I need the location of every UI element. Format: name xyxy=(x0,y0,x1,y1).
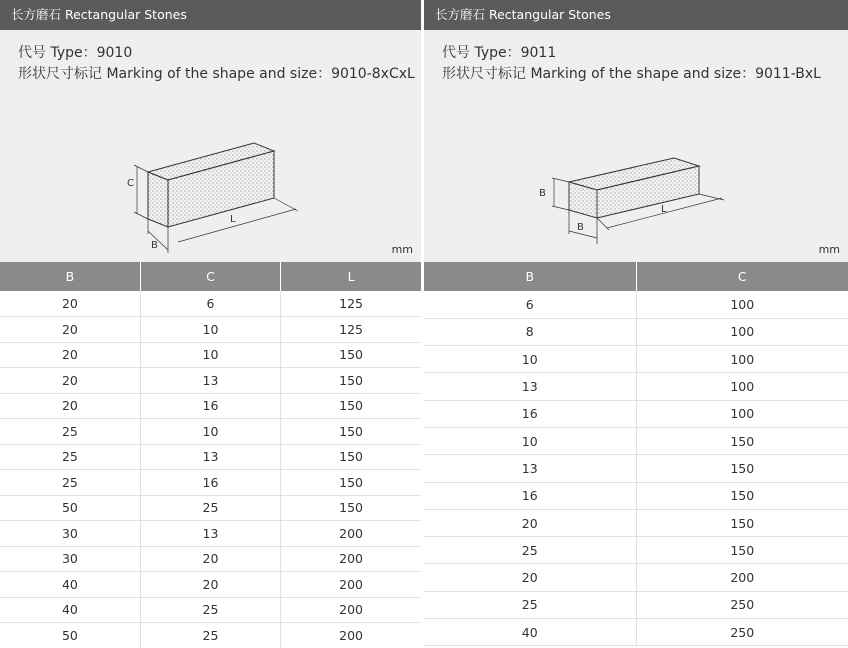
table-row xyxy=(0,317,421,343)
column-header-c: C xyxy=(636,262,848,291)
table-row xyxy=(0,470,421,496)
cell-l: 150 xyxy=(281,393,421,419)
cell-c: 10 xyxy=(140,342,280,368)
cell-b: 13 xyxy=(424,373,636,400)
cell-b: 13 xyxy=(424,455,636,482)
cell-l: 150 xyxy=(281,444,421,470)
dimension-label-b-side: B xyxy=(539,188,546,199)
table-row xyxy=(424,427,848,454)
cell-l: 150 xyxy=(281,495,421,521)
table-row xyxy=(0,444,421,470)
cell-b: 10 xyxy=(424,427,636,454)
cell-c: 25 xyxy=(140,623,280,648)
cell-b: 10 xyxy=(424,346,636,373)
cell-b: 30 xyxy=(0,521,140,547)
dimension-label-c: C xyxy=(127,178,134,189)
cell-c: 150 xyxy=(636,537,848,564)
table-row xyxy=(0,393,421,419)
cell-l: 150 xyxy=(281,368,421,394)
product-info xyxy=(0,30,421,262)
stone-diagram xyxy=(120,130,310,260)
table-row xyxy=(424,564,848,591)
table-row xyxy=(0,419,421,445)
cell-c: 100 xyxy=(636,373,848,400)
stone-diagram xyxy=(534,148,734,248)
dimension-label-b-bottom: B xyxy=(577,222,584,233)
table-row xyxy=(424,537,848,564)
cell-c: 6 xyxy=(140,291,280,317)
panel-type-9010 xyxy=(0,0,421,648)
cell-c: 10 xyxy=(140,419,280,445)
cell-c: 10 xyxy=(140,317,280,343)
table-row xyxy=(424,318,848,345)
cell-b: 16 xyxy=(424,482,636,509)
cell-b: 50 xyxy=(0,495,140,521)
cell-c: 25 xyxy=(140,597,280,623)
cell-l: 200 xyxy=(281,521,421,547)
cell-c: 100 xyxy=(636,318,848,345)
cell-c: 150 xyxy=(636,455,848,482)
table-row xyxy=(424,291,848,318)
cell-b: 25 xyxy=(424,591,636,618)
table-row xyxy=(0,495,421,521)
table-row xyxy=(424,619,848,646)
table-row xyxy=(0,521,421,547)
panel-title: 长方磨石 Rectangular Stones xyxy=(424,0,848,30)
unit-label: mm xyxy=(818,243,840,256)
cell-c: 150 xyxy=(636,427,848,454)
table-row xyxy=(0,368,421,394)
cell-c: 100 xyxy=(636,400,848,427)
cell-b: 25 xyxy=(0,444,140,470)
marking-spec: 形状尺寸标记 Marking of the shape and size：9010-8xCxL xyxy=(18,66,415,82)
cell-b: 40 xyxy=(0,572,140,598)
cell-c: 200 xyxy=(636,564,848,591)
cell-c: 20 xyxy=(140,546,280,572)
cell-b: 30 xyxy=(0,546,140,572)
table-row xyxy=(424,400,848,427)
type-code: 代号 Type：9010 xyxy=(18,45,133,61)
cell-l: 200 xyxy=(281,597,421,623)
table-row xyxy=(0,623,421,648)
cell-b: 20 xyxy=(424,509,636,536)
cell-c: 16 xyxy=(140,470,280,496)
cell-b: 20 xyxy=(0,291,140,317)
cell-c: 250 xyxy=(636,591,848,618)
cell-b: 25 xyxy=(424,537,636,564)
cell-c: 13 xyxy=(140,444,280,470)
panel-title: 长方磨石 Rectangular Stones xyxy=(0,0,421,30)
panel-type-9011 xyxy=(424,0,848,648)
cell-b: 40 xyxy=(424,619,636,646)
dimensions-table-9010 xyxy=(0,262,421,648)
dimension-label-l: L xyxy=(230,214,236,225)
dimensions-table-9011 xyxy=(424,262,848,646)
column-header-l: L xyxy=(281,262,421,291)
column-header-b: B xyxy=(0,262,140,291)
marking-spec: 形状尺寸标记 Marking of the shape and size：9011-BxL xyxy=(442,66,821,82)
product-info xyxy=(424,30,848,262)
cell-b: 20 xyxy=(0,368,140,394)
cell-c: 16 xyxy=(140,393,280,419)
unit-label: mm xyxy=(391,243,413,256)
table-row xyxy=(424,455,848,482)
cell-l: 125 xyxy=(281,291,421,317)
cell-c: 100 xyxy=(636,346,848,373)
cell-c: 20 xyxy=(140,572,280,598)
cell-b: 40 xyxy=(0,597,140,623)
cell-b: 20 xyxy=(0,393,140,419)
cell-c: 100 xyxy=(636,291,848,318)
cell-c: 25 xyxy=(140,495,280,521)
cell-l: 200 xyxy=(281,623,421,648)
table-row xyxy=(0,597,421,623)
cell-l: 200 xyxy=(281,546,421,572)
cell-c: 150 xyxy=(636,509,848,536)
cell-l: 150 xyxy=(281,419,421,445)
cell-b: 8 xyxy=(424,318,636,345)
type-code: 代号 Type：9011 xyxy=(442,45,557,61)
table-row xyxy=(0,342,421,368)
cell-c: 13 xyxy=(140,368,280,394)
table-row xyxy=(424,482,848,509)
cell-b: 25 xyxy=(0,470,140,496)
cell-b: 6 xyxy=(424,291,636,318)
cell-b: 20 xyxy=(424,564,636,591)
table-row xyxy=(0,572,421,598)
cell-b: 16 xyxy=(424,400,636,427)
table-row xyxy=(424,346,848,373)
cell-b: 20 xyxy=(0,342,140,368)
table-row xyxy=(424,509,848,536)
cell-l: 200 xyxy=(281,572,421,598)
table-header-row xyxy=(0,262,421,291)
cell-b: 25 xyxy=(0,419,140,445)
cell-l: 150 xyxy=(281,470,421,496)
table-row xyxy=(0,546,421,572)
dimension-label-l: L xyxy=(661,204,667,215)
column-header-c: C xyxy=(140,262,280,291)
table-row xyxy=(424,373,848,400)
cell-c: 250 xyxy=(636,619,848,646)
cell-b: 50 xyxy=(0,623,140,648)
column-header-b: B xyxy=(424,262,636,291)
cell-l: 125 xyxy=(281,317,421,343)
table-row xyxy=(0,291,421,317)
cell-c: 13 xyxy=(140,521,280,547)
table-row xyxy=(424,591,848,618)
cell-b: 20 xyxy=(0,317,140,343)
cell-c: 150 xyxy=(636,482,848,509)
dimension-label-b: B xyxy=(151,240,158,251)
table-header-row xyxy=(424,262,848,291)
cell-l: 150 xyxy=(281,342,421,368)
